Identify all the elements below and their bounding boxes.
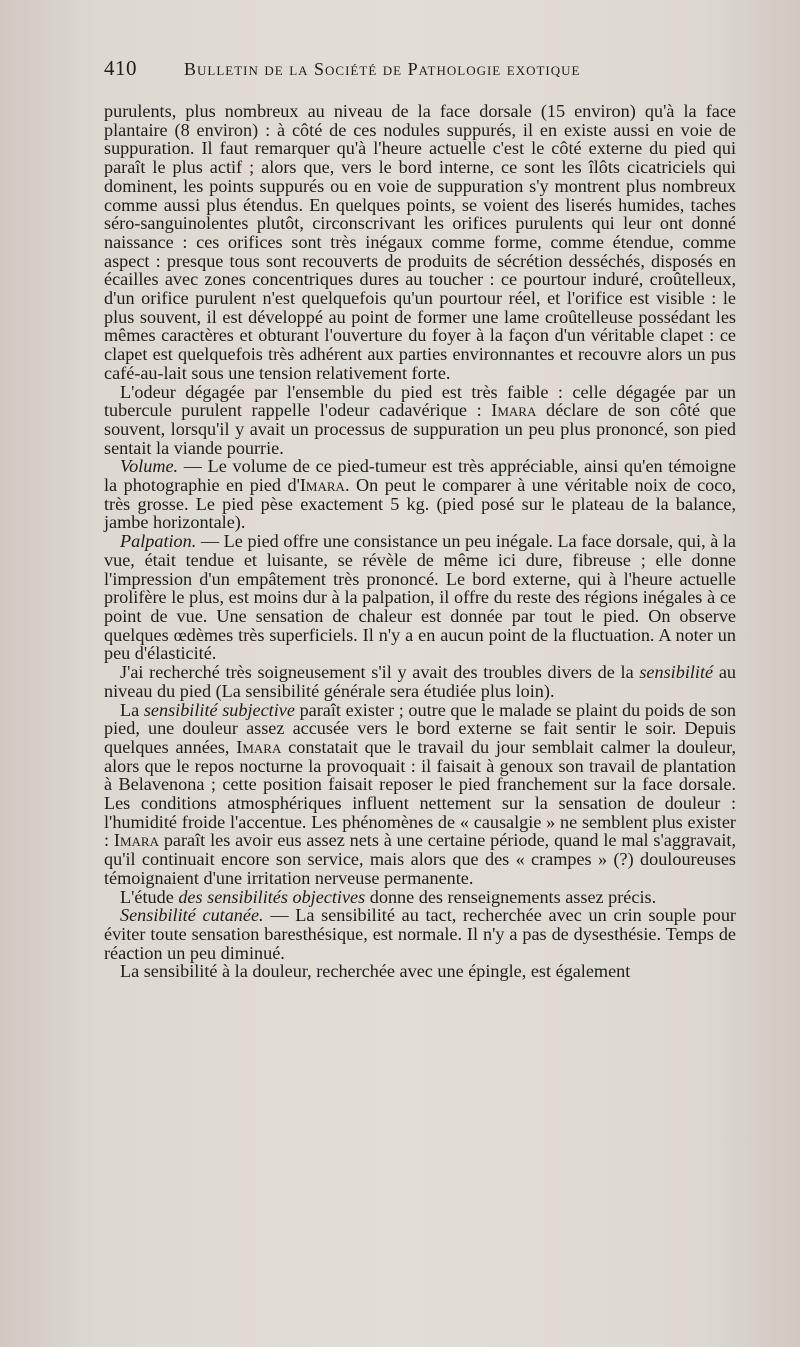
paragraph-objective-sensibility: L'étude des sensibilités objectives donne des renseignements assez précis.: [120, 886, 657, 907]
section-heading-palpation: Palpation.: [120, 531, 197, 552]
patient-name: Imara: [491, 400, 537, 421]
paragraph-odor: L'odeur dégagée par l'ensemble du pied est très faible : celle dégagée par un tubercule purulent rappelle l'odeur cadavérique : Imara déclare de son côté que souvent, lorsqu'il y avait un processus de suppuration un peu plus prononcé, son pied sentait la viande pourrie.: [104, 381, 736, 458]
paragraph-palpation: Palpation. — Le pied offre une consistance un peu inégale. La face dorsale, qui, à la vue, était tendue et luisante, se révèle de même ici dure, fibreuse ; elle donne l'impression d'un empâtement très prononcé. Le bord externe, qui à l'heure actuelle prolifère le plus, est moins dur à la palpation, il offre du reste des régions inégales à ce point de vue. Une sensation de chaleur est donnée par tout le pied. On observe quelques œdèmes très superficiels. Il n'y a en aucun point de la fluctuation. A noter un peu d'élasticité.: [104, 531, 736, 664]
running-head: [104, 56, 736, 90]
journal-title: Bulletin de la Société de Pathologie exotique: [184, 59, 581, 79]
section-heading-volume: Volume.: [120, 456, 179, 477]
section-heading-cutaneous: Sensibilité cutanée.: [120, 905, 264, 926]
section-heading-subjective: sensibilité subjective: [143, 699, 295, 720]
paragraph-cutaneous-sensibility: Sensibilité cutanée. — La sensibilité au tact, recherchée avec un crin souple pour éviter toute sensation baresthésique, est normale. Il n'y a pas de dysesthésie. Temps de réaction un peu diminué.: [104, 905, 736, 963]
patient-name: Imara: [113, 830, 159, 851]
paragraph-sensibility-intro: J'ai recherché très soigneusement s'il y avait des troubles divers de la sensibilité au niveau du pied (La sensibilité générale sera étudiée plus loin).: [104, 662, 736, 701]
body-text: [104, 102, 736, 981]
section-heading-objective: des sensibilités objectives: [178, 886, 366, 907]
patient-name: Imara: [236, 736, 282, 757]
page-number: 410: [104, 56, 137, 80]
patient-name: Imara: [299, 475, 345, 496]
paragraph-pain-sensibility: La sensibilité à la douleur, recherchée avec une épingle, est également: [120, 961, 631, 982]
paragraph-subjective-sensibility: La sensibilité subjective paraît exister ; outre que le malade se plaint du poids de son pied, une douleur assez accusée vers le bord externe se fait sentir le soir. Depuis quelques années, Imara constatait que le travail du jour semblait calmer la douleur, alors que le repos nocturne la provoquait : il faisait à genoux son travail de plantation à Belavenona ; cette position faisait reposer le pied franchement sur la face dorsale. Les conditions atmosphériques influent nettement sur la sensation de douleur : l'humidité froide l'accentue. Les phénomènes de « causalgie » ne semblent plus exister : Imara paraît les avoir eus assez nets à une certaine période, quand le mal s'aggravait, qu'il continuait encore son service, mais alors que des « crampes » (?) douloureuses témoignaient d'une irritation nerveuse permanente.: [104, 699, 736, 888]
paragraph-volume: Volume. — Le volume de ce pied-tumeur est très appréciable, ainsi qu'en témoigne la photographie en pied d'Imara. On peut le comparer à une véritable noix de coco, très grosse. Le pied pèse exactement 5 kg. (pied posé sur le plateau de la balance, jambe horizontale).: [104, 456, 736, 533]
paragraph-nodules: purulents, plus nombreux au niveau de la face dorsale (15 environ) qu'à la face plantaire (8 environ) : à côté de ces nodules suppurés, il en existe aussi en voie de suppuration. Il faut remarquer qu'à l'heure actuelle c'est le côté externe du pied qui paraît le plus actif ; alors que, vers le bord interne, ce sont les îlôts cicatriciels qui dominent, les points suppurés ou en voie de suppuration s'y montrent plus nombreux comme aussi plus étendus. En quelques points, se voient des liserés humides, taches séro-sanguinolentes plutôt, circonscrivant les orifices purulents qui leur ont donné naissance : ces orifices sont très inégaux comme forme, comme étendue, comme aspect : presque tous sont recouverts de produits de sécrétion desséchés, disposés en écailles avec zones concentriques dures au toucher : ce pourtour induré, croûtelleux, d'un orifice purulent n'est quelquefois qu'un pourtour réel, et l'orifice est visible : le plus souvent, il est développé au point de former une lame croûtelleuse possédant les mêmes caractères et obturant l'ouverture du foyer à la façon d'un véritable clapet : ce clapet est quelquefois très adhérent aux parties environnantes et recouvre alors un pus café-au-lait sous une tension relativement forte.: [104, 101, 736, 383]
